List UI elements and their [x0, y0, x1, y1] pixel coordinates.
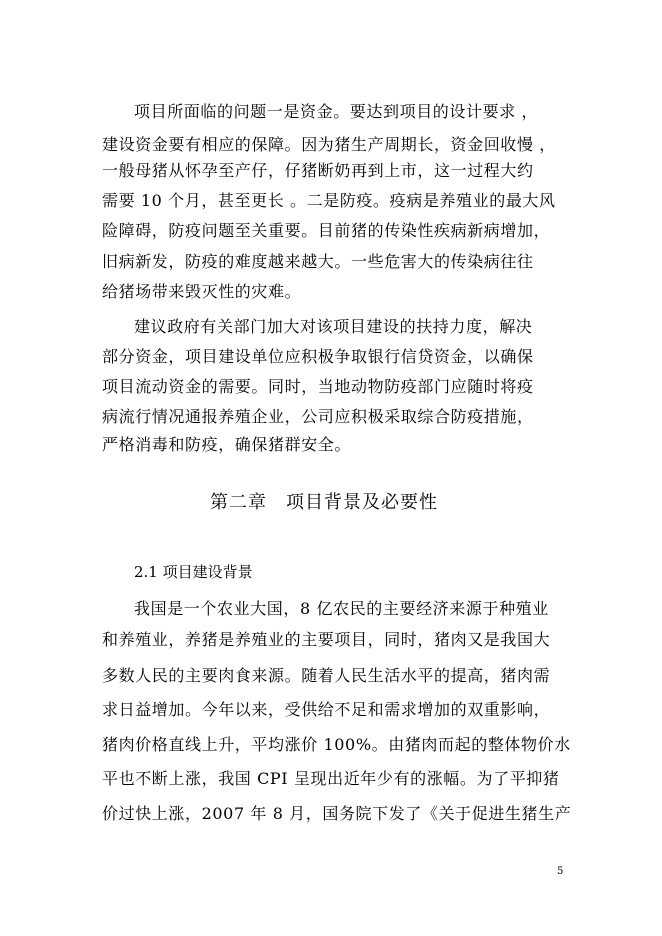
section-heading: 2.1 项目建设背景 [134, 563, 253, 581]
paragraph-line: 病流行情况通报养殖企业，公司应积极采取综合防疫措施， [102, 407, 534, 426]
chapter-title: 第二章 项目背景及必要性 [210, 492, 438, 513]
paragraph-line: 和养殖业，养猪是养殖业的主要项目，同时，猪肉又是我国大 [102, 630, 551, 649]
paragraph-line: 价过快上涨，2007 年 8 月，国务院下发了《关于促进生猪生产 [102, 804, 572, 823]
page-number: 5 [557, 866, 564, 877]
paragraph-line: 给猪场带来毁灭性的灾难。 [102, 282, 302, 301]
paragraph-line: 项目流动资金的需要。同时，当地动物防疫部门应随时将疫 [102, 377, 534, 396]
paragraph-line: 平也不断上涨，我国 CPI 呈现出近年少有的涨幅。为了平抑猪 [102, 769, 560, 788]
paragraph-line: 我国是一个农业大国，8 亿农民的主要经济来源于种殖业 [134, 599, 549, 618]
paragraph-line: 需要 10 个月，甚至更长 。二是防疫。疫病是养殖业的最大风 [102, 191, 556, 210]
paragraph-line: 严格消毒和防疫，确保猪群安全。 [102, 435, 352, 454]
paragraph-line: 多数人民的主要肉食来源。随着人民生活水平的提高，猪肉需 [102, 666, 551, 685]
paragraph-line: 旧病新发，防疫的难度越来越大。一些危害大的传染病往往 [102, 252, 534, 271]
paragraph-line: 部分资金，项目建设单位应积极争取银行信贷资金，以确保 [102, 347, 534, 366]
paragraph-line: 建设资金要有相应的保障。因为猪生产周期长，资金回收慢 ， [102, 135, 556, 154]
paragraph-line: 猪肉价格直线上升，平均涨价 100%。由猪肉而起的整体物价水 [102, 735, 571, 754]
paragraph-line: 项目所面临的问题一是资金。要达到项目的设计要求 ， [134, 102, 539, 121]
paragraph-line: 一般母猪从怀孕至产仔，仔猪断奶再到上市，这一过程大约 [102, 161, 534, 180]
paragraph-line: 建议政府有关部门加大对该项目建设的扶持力度，解决 [134, 317, 533, 336]
paragraph-line: 险障碍，防疫问题至关重要。目前猪的传染性疾病新病增加， [102, 221, 551, 240]
paragraph-line: 求日益增加。今年以来，受供给不足和需求增加的双重影响， [102, 700, 551, 719]
